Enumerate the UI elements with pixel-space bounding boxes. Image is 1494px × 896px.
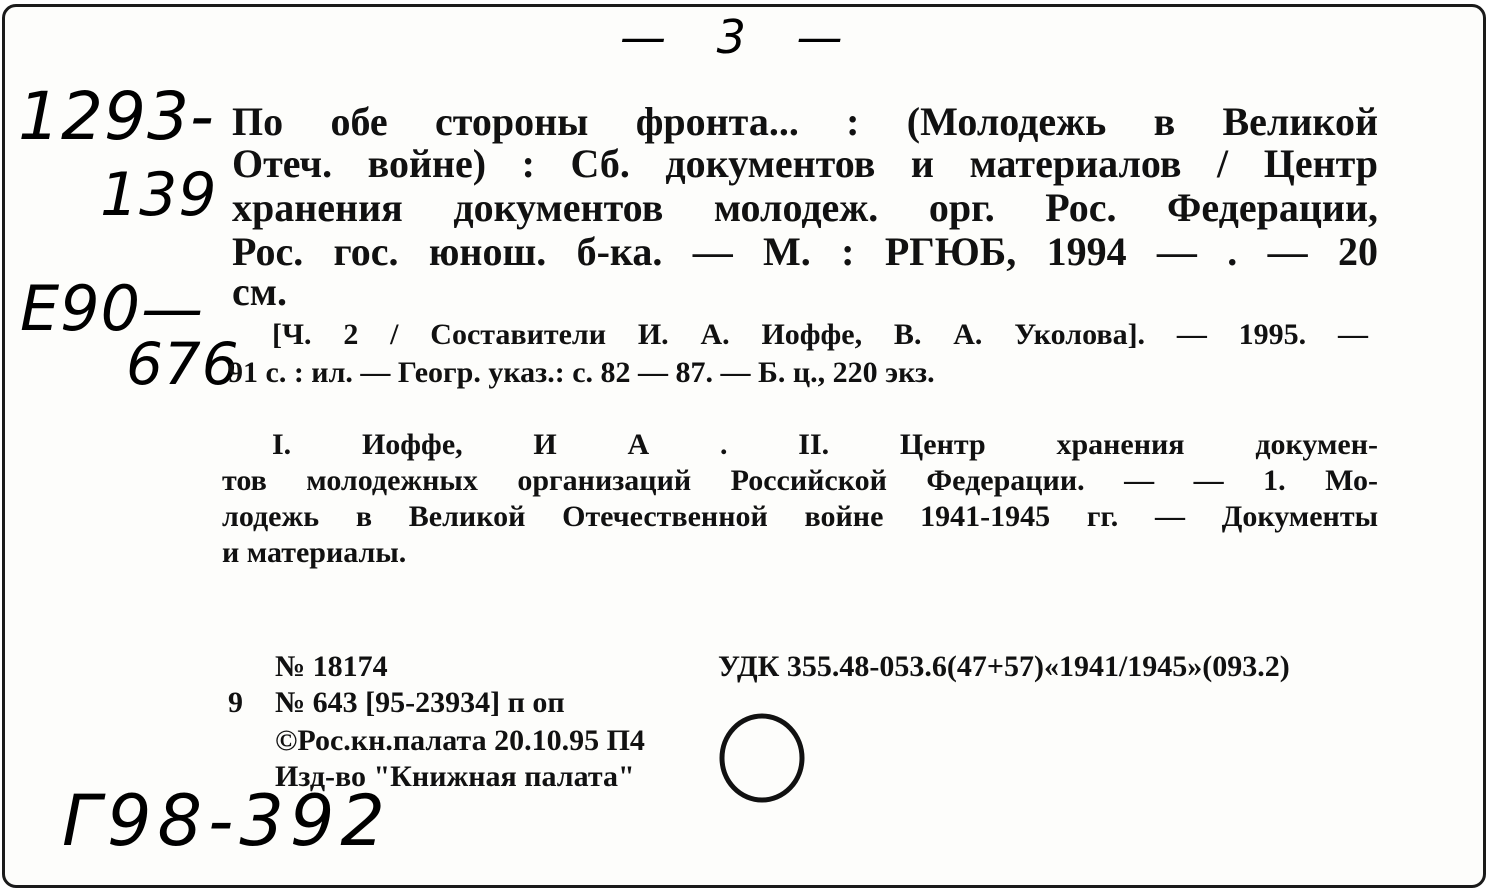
call-number-1b: 139 xyxy=(100,160,218,230)
book-chamber-line: ©Рос.кн.палата 20.10.95 П4 xyxy=(275,724,645,757)
entry-line-3: лодежь в Великой Отечественной войне 1941-1945 гг. — Документы xyxy=(222,500,1378,533)
top-page-mark: — 3 — xyxy=(620,10,861,64)
entry-line-1: I. Иоффе, И А . II. Центр хранения докумен- xyxy=(272,428,1378,461)
classification-index: 9 xyxy=(228,686,243,719)
volume-line-2: 91 с. : ил. — Геогр. указ.: с. 82 — 87. — Б. ц., 220 экз. xyxy=(228,356,935,389)
order-number: № 643 [95-23934] п оп xyxy=(275,686,565,719)
title-line-2: Отеч. войне) : Сб. документов и материалов / Центр xyxy=(232,141,1378,186)
title-line-4: Рос. гос. юнош. б-ка. — М. : РГЮБ, 1994 — . — 20 xyxy=(232,229,1378,274)
entry-line-4: и материалы. xyxy=(222,536,407,569)
title-line-3: хранения документов молодеж. орг. Рос. Федерации, xyxy=(232,185,1378,230)
record-number: № 18174 xyxy=(275,650,388,683)
title-line-1: По обе стороны фронта... : (Молодежь в Великой xyxy=(232,99,1378,144)
call-number-2a: E90— xyxy=(20,272,205,345)
call-number-1a: 1293- xyxy=(18,78,215,155)
stamp-circle-icon xyxy=(712,708,812,808)
volume-line-1: [Ч. 2 / Составители И. А. Иоффе, В. А. Уколова]. — 1995. — xyxy=(272,318,1368,351)
call-number-2b: 676 xyxy=(126,330,240,398)
publisher-line: Изд-во "Книжная палата" xyxy=(275,760,635,793)
udk-code: УДК 355.48-053.6(47+57)«1941/1945»(093.2) xyxy=(718,650,1290,683)
title-line-5: см. xyxy=(232,269,287,314)
entry-line-2: тов молодежных организаций Российской Федерации. — — 1. Мо- xyxy=(222,464,1378,497)
bottom-handwritten-number: Г98-392 xyxy=(62,780,391,862)
